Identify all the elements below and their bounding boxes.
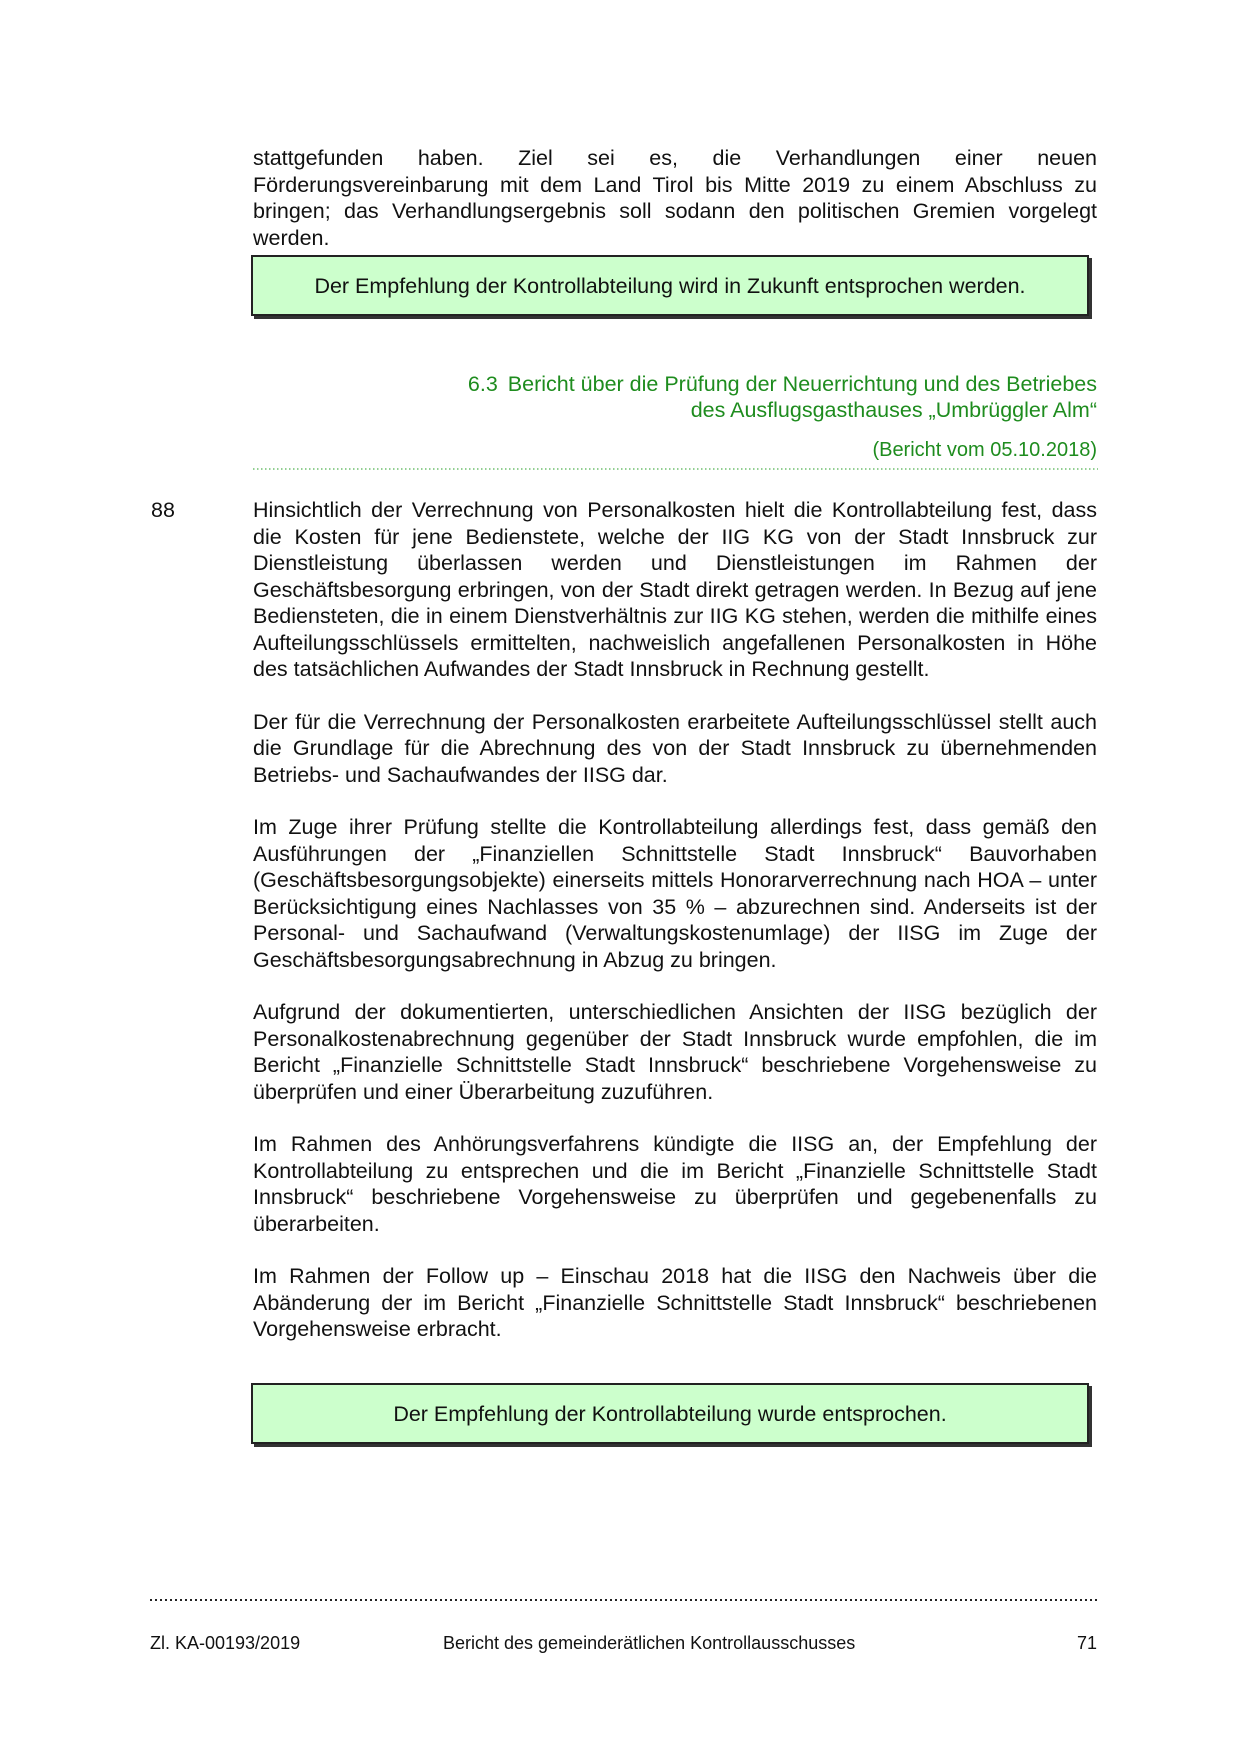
intro-paragraph: stattgefunden haben. Ziel sei es, die Verhandlungen einer neuen Förderungsvereinbarung mit dem Land Tirol bis Mitte 2019 zu einem Abschluss zu bringen; das Verhandlungsergebnis soll sodann den politischen Gremien vorgelegt werden.	[253, 146, 1097, 250]
result-box-text: Der Empfehlung der Kontrollabteilung wird in Zukunft entsprochen werden.	[314, 274, 1026, 298]
footer-title: Bericht des gemeinderätlichen Kontrollausschusses	[443, 1633, 856, 1653]
section-divider	[253, 467, 1098, 471]
section-title-line-2: des Ausflugsgasthauses „Umbrüggler Alm“	[690, 398, 1097, 422]
result-box-text: Der Empfehlung der Kontrollabteilung wurde entsprochen.	[393, 1402, 947, 1426]
report-date: (Bericht vom 05.10.2018)	[872, 439, 1097, 461]
section-heading-line-1	[337, 371, 1097, 397]
body-paragraph: Im Zuge ihrer Prüfung stellte die Kontrollabteilung allerdings fest, dass gemäß den Ausführungen der „Finanziellen Schnittstelle Stadt Innsbruck“ Bauvorhaben (Geschäftsbesorgungsobjekte) einerseits mittels Honorarverrechnung nach HOA – unter Berücksichtigung eines Nachlasses von 35 % – abzurechnen sind. Anderseits ist der Personal- und Sachaufwand (Verwaltungskostenumlage) der IISG im Zuge der Geschäftsbesorgungsabrechnung in Abzug zu bringen.	[253, 815, 1097, 972]
result-box-fulfilled	[251, 1383, 1089, 1444]
footer-reference: Zl. KA-00193/2019	[150, 1633, 301, 1653]
body-paragraph: Hinsichtlich der Verrechnung von Personalkosten hielt die Kontrollabteilung fest, dass die Kosten für jene Bedienstete, welche der IIG KG von der Stadt Innsbruck zur Dienstleistung überlassen werden und Dienstleistungen im Rahmen der Geschäftsbesorgung erbringen, von der Stadt direkt getragen werden. In Bezug auf jene Bediensteten, die in einem Dienstverhältnis zur IIG KG stehen, werden die mithilfe eines Aufteilungsschlüssels ermittelten, nachweislich angefallenen Personalkosten in Höhe des tatsächlichen Aufwandes der Stadt Innsbruck in Rechnung gestellt.	[253, 498, 1097, 681]
section-title-line-1: Bericht über die Prüfung der Neuerrichtung und des Betriebes	[507, 372, 1097, 396]
paragraph-number: 88	[151, 498, 175, 522]
result-box-future	[251, 255, 1089, 316]
body-paragraph: Aufgrund der dokumentierten, unterschiedlichen Ansichten der IISG bezüglich der Personalkostenabrechnung gegenüber der Stadt Innsbruck wurde empfohlen, die im Bericht „Finanzielle Schnittstelle Stadt Innsbruck“ beschriebene Vorgehensweise zu überprüfen und einer Überarbeitung zuzuführen.	[253, 1000, 1097, 1104]
body-text	[253, 497, 1097, 1343]
section-number: 6.3	[467, 372, 498, 396]
body-paragraph: Der für die Verrechnung der Personalkosten erarbeitete Aufteilungsschlüssel stellt auch die Grundlage für die Abrechnung des von der Stadt Innsbruck zu übernehmenden Betriebs- und Sachaufwandes der IISG dar.	[253, 709, 1097, 787]
body-paragraph: Im Rahmen der Follow up – Einschau 2018 hat die IISG den Nachweis über die Abänderung der im Bericht „Finanzielle Schnittstelle Stadt Innsbruck“ beschriebenen Vorgehensweise erbracht.	[253, 1264, 1097, 1341]
section-heading	[337, 371, 1097, 423]
footer-divider	[150, 1598, 1098, 1602]
page-number: 71	[1076, 1633, 1097, 1653]
body-paragraph: Im Rahmen des Anhörungsverfahrens kündigte die IISG an, der Empfehlung der Kontrollabteilung zu entsprechen und die im Bericht „Finanzielle Schnittstelle Stadt Innsbruck“ beschriebene Vorgehensweise zu überprüfen und gegebenenfalls zu überarbeiten.	[253, 1132, 1097, 1236]
